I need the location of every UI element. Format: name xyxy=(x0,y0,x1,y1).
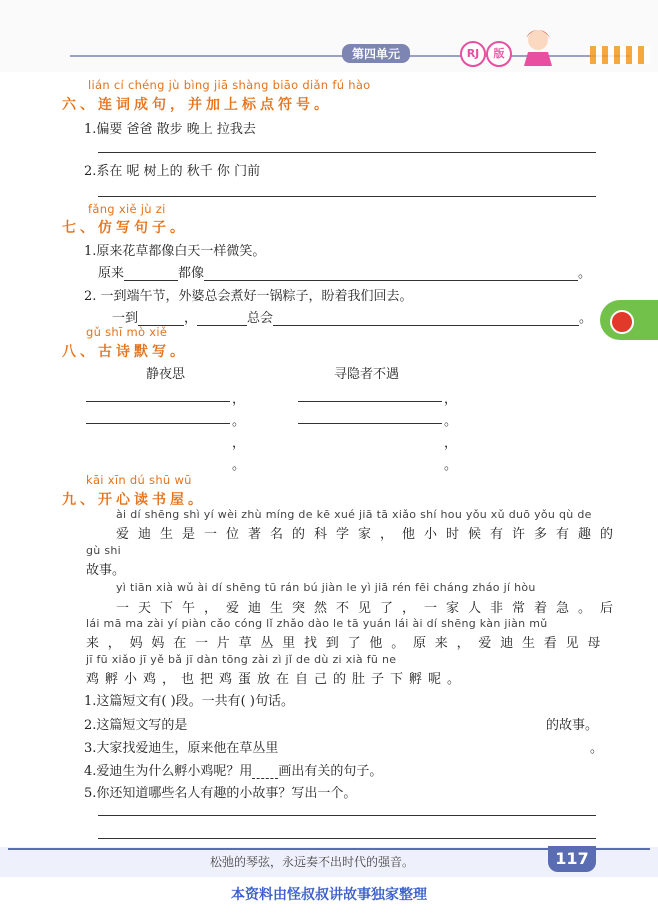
section9-q2: 2.这篇短文写的是 xyxy=(84,718,188,733)
section7-title: 七、仿写句子。 xyxy=(62,220,188,236)
section7-pinyin: fǎng xiě jù zi xyxy=(88,202,166,216)
answer-line[interactable] xyxy=(98,815,596,816)
section8-pinyin: gǔ shī mò xiě xyxy=(86,325,168,339)
passage-line-4: 来，妈妈在一片草丛里找到了他。原来，爱迪生看见母 xyxy=(86,636,610,651)
fox-face-icon xyxy=(610,310,634,334)
passage-pinyin-1: ài dí shēng shì yí wèi zhù míng de kē xué jiā tā xiǎo shí hou yǒu xǔ duō yǒu qù de xyxy=(116,508,592,521)
wavy-line-mark xyxy=(252,764,278,779)
poem2-punct1: ， xyxy=(444,392,458,407)
section7-q2-fill: 一到 ， 总会 。 xyxy=(112,311,593,326)
poem2-punct4: 。 xyxy=(444,458,458,473)
section6-q1: 1.偏要 爸爸 散步 晚上 拉我去 xyxy=(84,122,256,137)
section9-q1: 1.这篇短文有( )段。一共有( )句话。 xyxy=(84,694,294,709)
section9-q5: 5.你还知道哪些名人有趣的小故事？写出一个。 xyxy=(84,786,357,801)
poem2-punct2: 。 xyxy=(444,414,458,429)
section9-pinyin: kāi xīn dú shū wū xyxy=(86,473,192,487)
answer-line[interactable] xyxy=(98,838,596,839)
section6-q2: 2.系在 呢 树上的 秋千 你 门前 xyxy=(84,164,261,179)
poem1-punct1: ， xyxy=(232,392,246,407)
poem1-punct2: 。 xyxy=(232,414,246,429)
poem1-punct4: 。 xyxy=(232,458,246,473)
blank[interactable] xyxy=(204,266,578,281)
blank[interactable] xyxy=(273,311,579,326)
rj-badge: RJ xyxy=(460,41,486,67)
edition-badge: 版 xyxy=(486,41,512,67)
poem1-line2[interactable] xyxy=(86,423,230,424)
passage-pinyin-5: jī fū xiǎo jī yě bǎ jī dàn tōng zài zì jǐ de dù zi xià fū ne xyxy=(86,653,397,666)
poem1-title: 静夜思 xyxy=(146,367,186,382)
poem2-line1[interactable] xyxy=(298,401,442,402)
passage-line-1: 爱迪生是一位著名的科学家，他小时候有许多有趣的 xyxy=(116,527,623,542)
poem2-punct3: ， xyxy=(444,436,458,451)
blank[interactable] xyxy=(124,266,178,281)
poem2-title: 寻隐者不遇 xyxy=(334,367,400,382)
unit-label: 第四单元 xyxy=(342,44,410,63)
answer-line[interactable] xyxy=(98,196,596,197)
passage-pinyin-2: gù shi xyxy=(86,544,122,557)
passage-pinyin-4: lái mā ma zài yí piàn cǎo cóng lǐ zhǎo dào le tā yuán lái ài dí shēng kàn jiàn mǔ xyxy=(86,617,548,630)
page-number: 117 xyxy=(548,846,596,872)
section9-title: 九、开心读书屋。 xyxy=(62,492,206,508)
section9-q3-end: 。 xyxy=(590,741,604,756)
blank[interactable] xyxy=(197,311,247,326)
footer-motto: 松弛的琴弦，永远奏不出时代的强音。 xyxy=(210,855,415,869)
section9-q4: 4.爱迪生为什么孵小鸡呢？用 画出有关的句子。 xyxy=(84,764,383,779)
answer-line[interactable] xyxy=(98,152,596,153)
section7-q2: 2. 一到端午节，外婆总会煮好一锅粽子，盼着我们回去。 xyxy=(84,289,413,304)
header-band xyxy=(0,0,658,72)
section8-title: 八、古诗默写。 xyxy=(62,344,188,360)
section9-q2-end: 的故事。 xyxy=(546,718,599,733)
passage-line-3: 一天下午，爱迪生突然不见了，一家人非常着急。后 xyxy=(116,601,623,616)
poem1-line1[interactable] xyxy=(86,401,230,402)
blank[interactable] xyxy=(138,311,184,326)
section6-pinyin: lián cí chéng jù bìng jiā shàng biāo diǎn fú hào xyxy=(88,78,371,92)
passage-pinyin-3: yì tiān xià wǔ ài dí shēng tū rán bú jiàn le yì jiā rén fēi cháng zháo jí hòu xyxy=(116,581,536,594)
poem2-line2[interactable] xyxy=(298,423,442,424)
section9-q3: 3.大家找爱迪生，原来他在草丛里 xyxy=(84,741,279,756)
passage-line-2: 故事。 xyxy=(86,563,126,578)
passage-line-5: 鸡孵小鸡，也把鸡蛋放在自己的肚子下孵呢。 xyxy=(86,672,467,687)
section7-q1: 1.原来花草都像白天一样微笑。 xyxy=(84,244,266,259)
poem1-punct3: ， xyxy=(232,436,246,451)
section7-q1-fill: 原来 都像 。 xyxy=(98,266,592,281)
section6-title: 六、连词成句，并加上标点符号。 xyxy=(62,97,332,113)
checker-decoration xyxy=(590,46,650,64)
watermark-text: 本资料由怪叔叔讲故事独家整理 xyxy=(231,887,427,903)
cartoon-girl-icon xyxy=(518,22,558,66)
